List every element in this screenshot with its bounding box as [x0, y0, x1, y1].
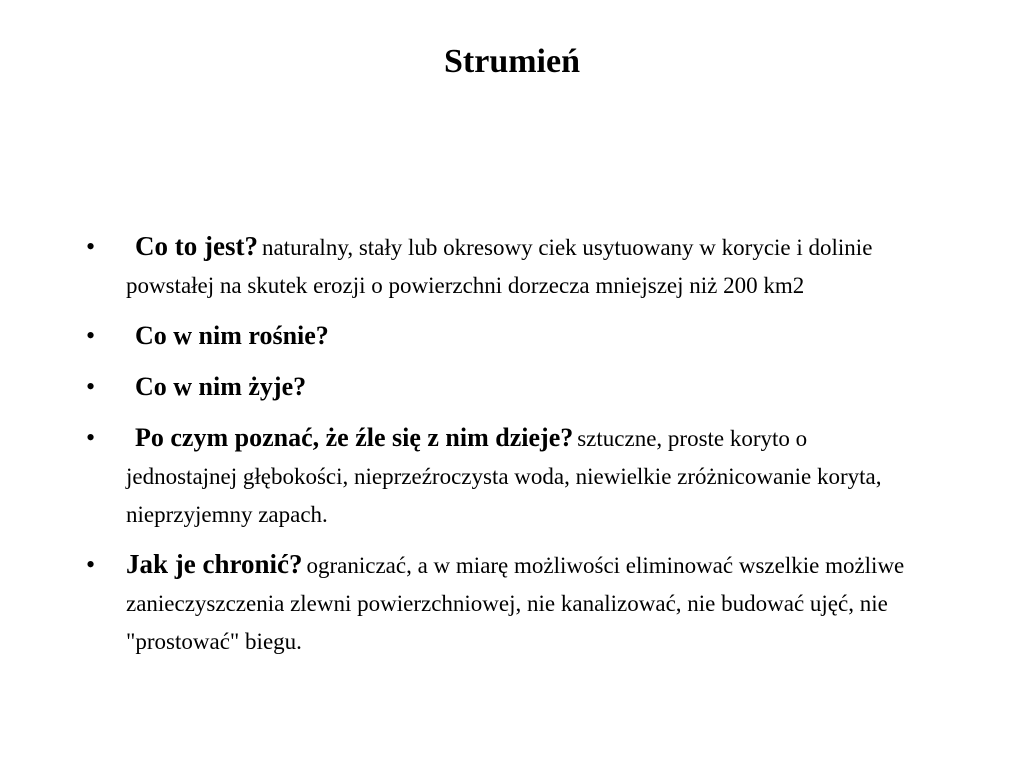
bullet-dot-icon: •	[86, 550, 96, 579]
bullet-question: Co w nim rośnie?	[135, 321, 329, 350]
bullet-dot-icon: •	[86, 321, 96, 350]
bullet-item-how-to-protect	[86, 547, 916, 662]
bullet-list	[86, 229, 916, 674]
bullet-answer: sztuczne, proste koryto o jednostajnej głębokości, nieprzeźroczysta woda, niewielkie zróżnicowanie koryta, nieprzyjemny zapach.	[126, 426, 882, 527]
bullet-question: Po czym poznać, że źle się z nim dzieje?	[135, 423, 574, 452]
bullet-question: Co w nim żyje?	[135, 372, 307, 401]
bullet-question: Jak je chronić?	[126, 549, 303, 579]
bullet-question: Co to jest?	[135, 231, 258, 261]
bullet-item-signs-of-trouble	[86, 420, 916, 535]
bullet-answer: ograniczać, a w miarę możliwości eliminować wszelkie możliwe zanieczyszczenia zlewni powierzchniowej, nie kanalizować, nie budować ujęć, nie "prostować" biegu.	[126, 553, 905, 654]
bullet-dot-icon: •	[86, 232, 96, 261]
slide-title: Strumień	[444, 43, 580, 80]
bullet-item-what-grows	[86, 318, 916, 357]
bullet-item-what-is-it	[86, 229, 916, 306]
bullet-dot-icon: •	[86, 423, 96, 452]
bullet-dot-icon: •	[86, 372, 96, 401]
bullet-answer: naturalny, stały lub okresowy ciek usytuowany w korycie i dolinie powstałej na skutek erozji o powierzchni dorzecza mniejszej niż 200 km2	[126, 235, 873, 298]
bullet-item-what-lives	[86, 369, 916, 408]
